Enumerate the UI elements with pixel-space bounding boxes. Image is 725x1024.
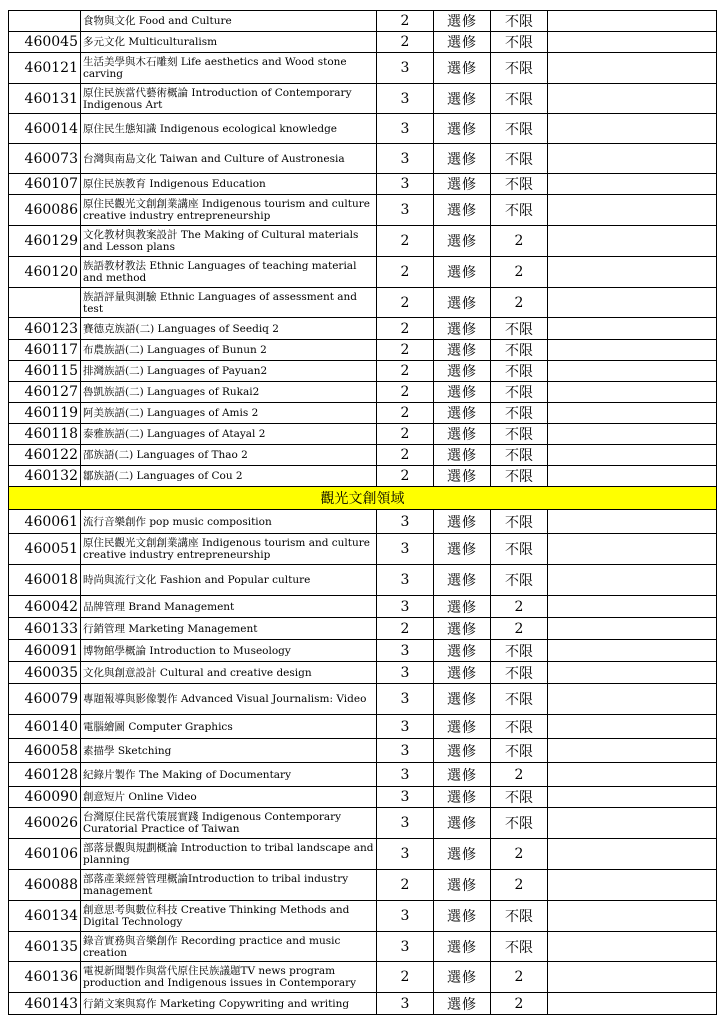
table-row — [9, 318, 717, 340]
course-code: 460115 — [9, 361, 81, 382]
course-code: 460123 — [9, 318, 81, 340]
remarks-cell — [548, 739, 717, 763]
course-credits: 3 — [377, 144, 434, 174]
course-name: 電腦繪圖 Computer Graphics — [81, 715, 377, 739]
course-code: 460134 — [9, 901, 81, 932]
course-name: 流行音樂創作 pop music composition — [81, 510, 377, 534]
course-credits: 2 — [377, 382, 434, 403]
course-type: 選修 — [434, 763, 491, 787]
course-type: 選修 — [434, 962, 491, 993]
remarks-cell — [548, 962, 717, 993]
course-name: 錄音實務與音樂創作 Recording practice and music creation — [81, 932, 377, 962]
course-name: 時尚與流行文化 Fashion and Popular culture — [81, 565, 377, 596]
course-code: 460026 — [9, 808, 81, 839]
course-code: 460018 — [9, 565, 81, 596]
course-limit: 不限 — [491, 466, 548, 487]
course-credits: 3 — [377, 174, 434, 195]
course-limit: 2 — [491, 226, 548, 257]
course-credits: 2 — [377, 318, 434, 340]
remarks-cell — [548, 993, 717, 1015]
course-type: 選修 — [434, 534, 491, 565]
course-name: 台灣與南島文化 Taiwan and Culture of Austronesia — [81, 144, 377, 174]
course-code: 460119 — [9, 403, 81, 424]
remarks-cell — [548, 403, 717, 424]
course-type: 選修 — [434, 340, 491, 361]
remarks-cell — [548, 424, 717, 445]
remarks-cell — [548, 596, 717, 618]
course-name: 部落景觀與規劃概論 Introduction to tribal landscape and planning — [81, 839, 377, 870]
course-code: 460107 — [9, 174, 81, 195]
table-row — [9, 684, 717, 715]
table-row — [9, 195, 717, 226]
table-row — [9, 763, 717, 787]
course-limit: 2 — [491, 962, 548, 993]
remarks-cell — [548, 53, 717, 84]
course-limit: 不限 — [491, 361, 548, 382]
course-name: 原住民族教育 Indigenous Education — [81, 174, 377, 195]
course-credits: 2 — [377, 288, 434, 318]
course-type: 選修 — [434, 466, 491, 487]
table-row — [9, 226, 717, 257]
course-name: 文化教材與教案設計 The Making of Cultural materials and Lesson plans — [81, 226, 377, 257]
remarks-cell — [548, 84, 717, 114]
remarks-cell — [548, 932, 717, 962]
course-code: 460061 — [9, 510, 81, 534]
course-name: 鄒族語(二) Languages of Cou 2 — [81, 466, 377, 487]
remarks-cell — [548, 257, 717, 288]
course-credits: 3 — [377, 739, 434, 763]
course-name: 族語評量與測驗 Ethnic Languages of assessment and test — [81, 288, 377, 318]
course-name: 行銷管理 Marketing Management — [81, 618, 377, 640]
course-name: 行銷文案與寫作 Marketing Copywriting and writing — [81, 993, 377, 1015]
remarks-cell — [548, 226, 717, 257]
course-credits: 3 — [377, 195, 434, 226]
course-name: 魯凱族語(二) Languages of Rukai2 — [81, 382, 377, 403]
course-code: 460140 — [9, 715, 81, 739]
table-row — [9, 839, 717, 870]
table-row — [9, 739, 717, 763]
course-type: 選修 — [434, 901, 491, 932]
table-row — [9, 901, 717, 932]
course-code: 460091 — [9, 640, 81, 662]
course-name: 排灣族語(二) Languages of Payuan2 — [81, 361, 377, 382]
course-credits: 2 — [377, 32, 434, 53]
table-body-bottom — [9, 510, 717, 1015]
table-row — [9, 596, 717, 618]
remarks-cell — [548, 510, 717, 534]
course-name: 文化與創意設計 Cultural and creative design — [81, 662, 377, 684]
course-code: 460135 — [9, 932, 81, 962]
course-limit: 2 — [491, 763, 548, 787]
table-row — [9, 174, 717, 195]
course-code: 460058 — [9, 739, 81, 763]
course-code: 460051 — [9, 534, 81, 565]
table-row — [9, 870, 717, 901]
course-limit: 不限 — [491, 510, 548, 534]
course-code: 460035 — [9, 662, 81, 684]
course-code: 460117 — [9, 340, 81, 361]
table-row — [9, 445, 717, 466]
course-credits: 2 — [377, 424, 434, 445]
table-row — [9, 32, 717, 53]
course-code: 460073 — [9, 144, 81, 174]
course-type: 選修 — [434, 993, 491, 1015]
table-row — [9, 466, 717, 487]
section-header — [9, 487, 717, 510]
course-credits: 2 — [377, 466, 434, 487]
table-row — [9, 403, 717, 424]
course-name: 紀錄片製作 The Making of Documentary — [81, 763, 377, 787]
course-code: 460131 — [9, 84, 81, 114]
course-credits: 3 — [377, 84, 434, 114]
course-code: 460120 — [9, 257, 81, 288]
table-row — [9, 84, 717, 114]
course-type: 選修 — [434, 288, 491, 318]
course-code: 460136 — [9, 962, 81, 993]
course-code: 460127 — [9, 382, 81, 403]
course-name: 原住民觀光文創創業講座 Indigenous tourism and culture creative industry entrepreneurship — [81, 534, 377, 565]
course-credits: 3 — [377, 53, 434, 84]
course-type: 選修 — [434, 174, 491, 195]
table-row — [9, 962, 717, 993]
course-type: 選修 — [434, 640, 491, 662]
course-code: 460042 — [9, 596, 81, 618]
course-credits: 2 — [377, 361, 434, 382]
course-name: 邵族語(二) Languages of Thao 2 — [81, 445, 377, 466]
course-credits: 3 — [377, 763, 434, 787]
course-name: 品牌管理 Brand Management — [81, 596, 377, 618]
course-limit: 不限 — [491, 403, 548, 424]
remarks-cell — [548, 808, 717, 839]
table-row — [9, 424, 717, 445]
remarks-cell — [548, 361, 717, 382]
course-limit: 不限 — [491, 787, 548, 808]
course-credits: 2 — [377, 962, 434, 993]
course-type: 選修 — [434, 226, 491, 257]
course-type: 選修 — [434, 739, 491, 763]
course-code: 460143 — [9, 993, 81, 1015]
course-limit: 不限 — [491, 340, 548, 361]
course-limit: 不限 — [491, 11, 548, 32]
remarks-cell — [548, 763, 717, 787]
course-name: 族語教材教法 Ethnic Languages of teaching material and method — [81, 257, 377, 288]
course-name: 素描學 Sketching — [81, 739, 377, 763]
course-limit: 不限 — [491, 195, 548, 226]
course-limit: 不限 — [491, 318, 548, 340]
remarks-cell — [548, 901, 717, 932]
course-code: 460129 — [9, 226, 81, 257]
course-credits: 3 — [377, 993, 434, 1015]
table-row — [9, 534, 717, 565]
course-credits: 3 — [377, 534, 434, 565]
course-type: 選修 — [434, 424, 491, 445]
table-row — [9, 11, 717, 32]
course-limit: 不限 — [491, 114, 548, 144]
course-limit: 不限 — [491, 565, 548, 596]
course-limit: 2 — [491, 839, 548, 870]
course-code: 460090 — [9, 787, 81, 808]
course-type: 選修 — [434, 144, 491, 174]
table-row — [9, 565, 717, 596]
remarks-cell — [548, 618, 717, 640]
course-limit: 不限 — [491, 715, 548, 739]
course-type: 選修 — [434, 382, 491, 403]
course-code: 460132 — [9, 466, 81, 487]
course-code: 460086 — [9, 195, 81, 226]
remarks-cell — [548, 715, 717, 739]
course-credits: 2 — [377, 403, 434, 424]
course-name: 部落產業經營管理概論Introduction to tribal industry management — [81, 870, 377, 901]
course-limit: 不限 — [491, 144, 548, 174]
course-name: 多元文化 Multiculturalism — [81, 32, 377, 53]
course-type: 選修 — [434, 684, 491, 715]
course-code: 460128 — [9, 763, 81, 787]
course-name: 賽德克族語(二) Languages of Seediq 2 — [81, 318, 377, 340]
course-credits: 3 — [377, 596, 434, 618]
table-body-top — [9, 11, 717, 487]
course-limit: 不限 — [491, 901, 548, 932]
course-type: 選修 — [434, 932, 491, 962]
course-credits: 3 — [377, 662, 434, 684]
course-code: 460122 — [9, 445, 81, 466]
course-name: 食物與文化 Food and Culture — [81, 11, 377, 32]
course-limit: 不限 — [491, 640, 548, 662]
course-code: 460133 — [9, 618, 81, 640]
course-type: 選修 — [434, 257, 491, 288]
remarks-cell — [548, 445, 717, 466]
remarks-cell — [548, 288, 717, 318]
remarks-cell — [548, 174, 717, 195]
course-credits: 3 — [377, 839, 434, 870]
course-name: 生活美學與木石雕刻 Life aesthetics and Wood stone carving — [81, 53, 377, 84]
table-row — [9, 808, 717, 839]
course-type: 選修 — [434, 808, 491, 839]
course-limit: 不限 — [491, 382, 548, 403]
remarks-cell — [548, 32, 717, 53]
table-row — [9, 787, 717, 808]
course-code — [9, 288, 81, 318]
course-type: 選修 — [434, 361, 491, 382]
course-code: 460118 — [9, 424, 81, 445]
table-row — [9, 257, 717, 288]
course-limit: 不限 — [491, 808, 548, 839]
table-row — [9, 114, 717, 144]
course-limit: 不限 — [491, 534, 548, 565]
course-limit: 不限 — [491, 684, 548, 715]
course-table — [8, 10, 717, 1015]
course-credits: 3 — [377, 640, 434, 662]
section-header-row-group — [9, 487, 717, 510]
course-credits: 2 — [377, 618, 434, 640]
course-limit: 不限 — [491, 53, 548, 84]
course-limit: 不限 — [491, 445, 548, 466]
course-type: 選修 — [434, 445, 491, 466]
course-limit: 不限 — [491, 739, 548, 763]
course-credits: 3 — [377, 114, 434, 144]
course-type: 選修 — [434, 53, 491, 84]
remarks-cell — [548, 340, 717, 361]
course-credits: 3 — [377, 901, 434, 932]
course-code: 460121 — [9, 53, 81, 84]
course-limit: 不限 — [491, 174, 548, 195]
course-type: 選修 — [434, 114, 491, 144]
course-name: 原住民生態知識 Indigenous ecological knowledge — [81, 114, 377, 144]
course-type: 選修 — [434, 662, 491, 684]
course-code — [9, 11, 81, 32]
course-limit: 不限 — [491, 424, 548, 445]
course-type: 選修 — [434, 565, 491, 596]
course-credits: 2 — [377, 257, 434, 288]
course-type: 選修 — [434, 596, 491, 618]
remarks-cell — [548, 534, 717, 565]
course-credits: 3 — [377, 510, 434, 534]
table-row — [9, 361, 717, 382]
course-credits: 2 — [377, 340, 434, 361]
table-row — [9, 715, 717, 739]
course-type: 選修 — [434, 11, 491, 32]
table-row — [9, 640, 717, 662]
course-limit: 2 — [491, 288, 548, 318]
course-limit: 2 — [491, 257, 548, 288]
course-name: 阿美族語(二) Languages of Amis 2 — [81, 403, 377, 424]
course-limit: 不限 — [491, 662, 548, 684]
course-limit: 不限 — [491, 32, 548, 53]
remarks-cell — [548, 839, 717, 870]
table-row — [9, 340, 717, 361]
course-name: 創意思考與數位科技 Creative Thinking Methods and Digital Technology — [81, 901, 377, 932]
course-code: 460079 — [9, 684, 81, 715]
course-type: 選修 — [434, 403, 491, 424]
course-name: 布農族語(二) Languages of Bunun 2 — [81, 340, 377, 361]
course-credits: 3 — [377, 565, 434, 596]
course-limit: 不限 — [491, 84, 548, 114]
course-limit: 不限 — [491, 932, 548, 962]
remarks-cell — [548, 684, 717, 715]
course-limit: 2 — [491, 993, 548, 1015]
course-type: 選修 — [434, 318, 491, 340]
remarks-cell — [548, 640, 717, 662]
remarks-cell — [548, 466, 717, 487]
course-type: 選修 — [434, 787, 491, 808]
table-row — [9, 382, 717, 403]
remarks-cell — [548, 382, 717, 403]
course-code: 460014 — [9, 114, 81, 144]
course-limit: 2 — [491, 618, 548, 640]
remarks-cell — [548, 662, 717, 684]
course-code: 460106 — [9, 839, 81, 870]
course-name: 泰雅族語(二) Languages of Atayal 2 — [81, 424, 377, 445]
course-name: 電視新聞製作與當代原住民族議題TV news program production and Indigenous issues in Contemporary — [81, 962, 377, 993]
remarks-cell — [548, 114, 717, 144]
course-name: 原住民觀光文創創業講座 Indigenous tourism and culture creative industry entrepreneurship — [81, 195, 377, 226]
remarks-cell — [548, 11, 717, 32]
course-type: 選修 — [434, 715, 491, 739]
course-code: 460088 — [9, 870, 81, 901]
course-type: 選修 — [434, 870, 491, 901]
remarks-cell — [548, 787, 717, 808]
course-credits: 3 — [377, 808, 434, 839]
course-credits: 3 — [377, 684, 434, 715]
course-credits: 3 — [377, 715, 434, 739]
section-title: 觀光文創領域 — [9, 487, 717, 510]
remarks-cell — [548, 144, 717, 174]
remarks-cell — [548, 195, 717, 226]
course-type: 選修 — [434, 32, 491, 53]
course-credits: 3 — [377, 787, 434, 808]
remarks-cell — [548, 565, 717, 596]
course-name: 創意短片 Online Video — [81, 787, 377, 808]
table-row — [9, 53, 717, 84]
table-row — [9, 993, 717, 1015]
course-limit: 2 — [491, 596, 548, 618]
course-credits: 3 — [377, 932, 434, 962]
course-name: 博物館學概論 Introduction to Museology — [81, 640, 377, 662]
course-type: 選修 — [434, 195, 491, 226]
course-credits: 2 — [377, 870, 434, 901]
course-limit: 2 — [491, 870, 548, 901]
table-row — [9, 932, 717, 962]
course-type: 選修 — [434, 84, 491, 114]
course-code: 460045 — [9, 32, 81, 53]
course-name: 原住民族當代藝術概論 Introduction of Contemporary Indigenous Art — [81, 84, 377, 114]
course-credits: 2 — [377, 11, 434, 32]
course-name: 台灣原住民當代策展實踐 Indigenous Contemporary Curatorial Practice of Taiwan — [81, 808, 377, 839]
table-row — [9, 288, 717, 318]
table-row — [9, 662, 717, 684]
table-row — [9, 144, 717, 174]
course-type: 選修 — [434, 510, 491, 534]
course-type: 選修 — [434, 618, 491, 640]
course-credits: 2 — [377, 226, 434, 257]
table-row — [9, 510, 717, 534]
course-credits: 2 — [377, 445, 434, 466]
table-row — [9, 618, 717, 640]
remarks-cell — [548, 870, 717, 901]
remarks-cell — [548, 318, 717, 340]
course-type: 選修 — [434, 839, 491, 870]
course-name: 專題報導與影像製作 Advanced Visual Journalism: Video — [81, 684, 377, 715]
